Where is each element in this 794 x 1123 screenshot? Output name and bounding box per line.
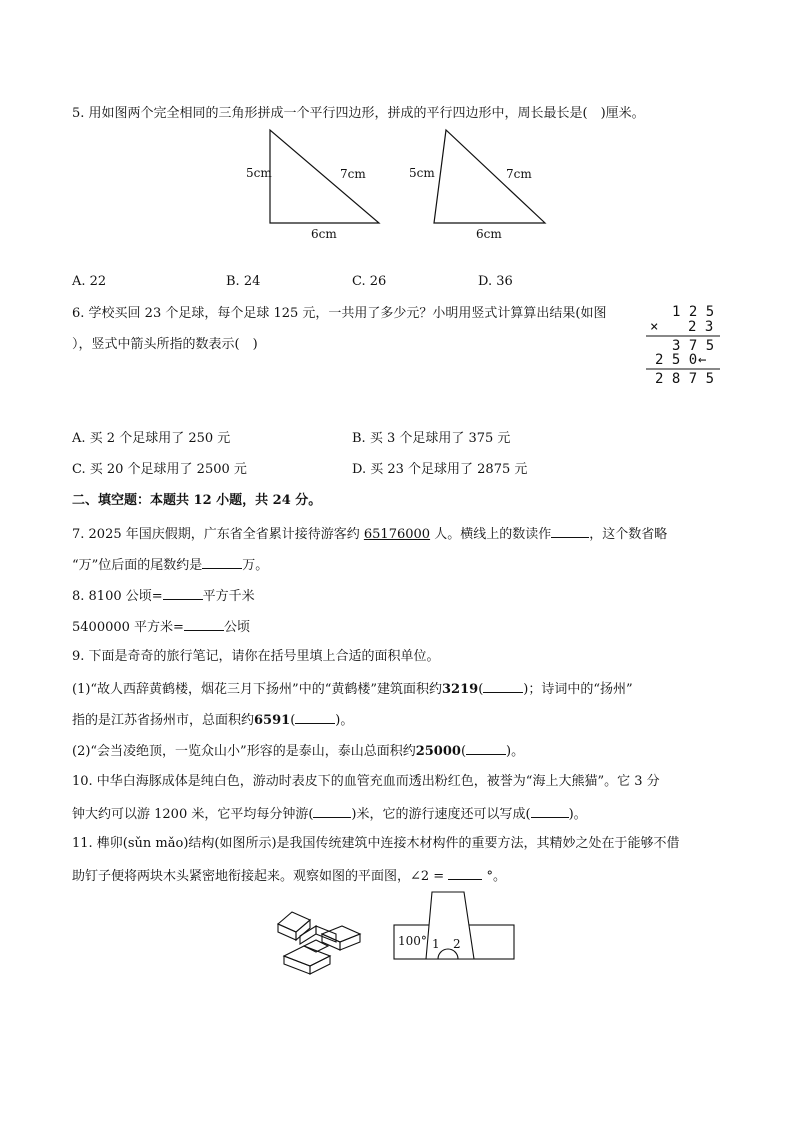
- q8-blank-1[interactable]: [163, 585, 203, 600]
- q9-blank-2[interactable]: [295, 709, 335, 724]
- tri2-left-label: 5cm: [409, 166, 435, 180]
- calc-result: 2 8 7 5: [655, 371, 715, 387]
- q6-stem-line1: 6. 学校买回 23 个足球，每个足球 125 元，一共用了多少元？小明用竖式计算算出结果(如图: [72, 306, 607, 321]
- q7-line2-text-a: “万”位后面的尾数约是: [72, 558, 203, 573]
- q10-blank-1[interactable]: [313, 803, 351, 818]
- q6-stem-line2: ），竖式中箭头所指的数表示( ): [72, 337, 258, 352]
- q8-line1: [72, 585, 255, 607]
- angle-100-label: 100°: [398, 934, 427, 948]
- q6-option-d: D. 买 23 个足球用了 2875 元: [352, 462, 528, 477]
- q8-l2-text-b: 公顷: [223, 620, 250, 635]
- mortise-tenon-3d-illustration: [276, 906, 366, 976]
- section-2-heading: 二、填空题：本题共 12 小题，共 24 分。: [72, 493, 322, 508]
- q11-line2: [72, 865, 506, 887]
- q10-text-b: )米，它的游行速度还可以写成(: [351, 807, 531, 822]
- q6-vertical-calc: [640, 300, 730, 390]
- q7-line1: [72, 523, 667, 545]
- q10-text-a: 钟大约可以游 1200 米，它平均每分钟游(: [72, 807, 314, 822]
- q5-option-a: A. 22: [72, 274, 107, 289]
- calc-row4: 2 5 0: [655, 352, 698, 368]
- calc-row1: 1 2 5: [672, 304, 715, 320]
- q5-option-c: C. 26: [352, 274, 387, 289]
- tri2-bottom-label: 6cm: [476, 227, 502, 241]
- q7-line2: [72, 554, 268, 576]
- q5-stem: 5. 用如图两个完全相同的三角形拼成一个平行四边形，拼成的平行四边形中，周长最长是( )厘米。: [72, 106, 645, 121]
- q9-p1-text-b: ；诗词中的“扬州”: [528, 682, 633, 697]
- calc-arrow-icon: ←: [698, 352, 707, 368]
- q5-option-d: D. 36: [478, 274, 513, 289]
- q8-l1-text-a: 8. 8100 公顷=: [72, 589, 163, 604]
- q10-line1: 10. 中华白海豚成体是纯白色，游动时表皮下的血管充血而透出粉红色，被誉为“海上大熊猫”。它 3 分: [72, 774, 660, 789]
- q8-l1-text-b: 平方千米: [202, 589, 255, 604]
- q9-p2-text-a: (2)“会当凌绝顶，一览众山小”形容的是泰山，泰山总面积约: [72, 744, 416, 759]
- q9-part2: (2)“会当凌绝顶，一览众山小”形容的是泰山，泰山总面积约25000( )。: [72, 740, 524, 762]
- q9-part1-line1: (1)“故人西辞黄鹤楼，烟花三月下扬州”中的“黄鹤楼”建筑面积约3219( )；诗词中的“扬州”: [72, 678, 633, 700]
- q6-option-a: A. 买 2 个足球用了 250 元: [72, 431, 231, 446]
- q7-underlined-number: 65176000: [363, 527, 431, 542]
- q7-text-b: 人。横线上的数读作: [430, 527, 552, 542]
- q11-blank[interactable]: [448, 865, 482, 880]
- q9-p2-number: 25000: [415, 744, 461, 759]
- q5-triangle-figure-1: [240, 126, 390, 246]
- tri2-right-label: 7cm: [506, 167, 532, 181]
- q10-line2: [72, 803, 587, 825]
- q7-text-c: ，这个数省略: [589, 527, 668, 542]
- calc-row2: 2 3: [688, 319, 714, 335]
- q9-p1-number: 3219: [442, 682, 479, 697]
- q6-option-b: B. 买 3 个足球用了 375 元: [352, 431, 511, 446]
- angle-1-label: 1: [432, 937, 440, 951]
- q9-p1-text-a: (1)“故人西辞黄鹤楼，烟花三月下扬州”中的“黄鹤楼”建筑面积约: [72, 682, 442, 697]
- q8-l2-text-a: 5400000 平方米=: [72, 620, 184, 635]
- mortise-tenon-plan-view: [392, 886, 522, 966]
- q9-intro: 9. 下面是奇奇的旅行笔记，请你在括号里填上合适的面积单位。: [72, 649, 440, 664]
- angle-2-label: 2: [453, 937, 461, 951]
- q8-line2: [72, 616, 250, 638]
- q11-text-a: 助钉子便将两块木头紧密地衔接起来。观察如图的平面图，∠2 =: [72, 869, 445, 884]
- q8-blank-2[interactable]: [184, 616, 224, 631]
- tri1-bottom-label: 6cm: [311, 227, 337, 241]
- q7-line2-text-b: 万。: [242, 558, 269, 573]
- q9-blank-3[interactable]: [466, 740, 506, 755]
- q5-option-b: B. 24: [226, 274, 261, 289]
- q11-line1: 11. 榫卯(sǔn mǎo)结构(如图所示)是我国传统建筑中连接木材构件的重要方法，其精妙之处在于能够不借: [72, 836, 680, 851]
- q9-blank-1[interactable]: [483, 678, 523, 693]
- q9-p1-number-2: 6591: [254, 713, 291, 728]
- tri1-right-label: 7cm: [340, 167, 366, 181]
- tri1-left-label: 5cm: [246, 166, 272, 180]
- calc-times: ×: [650, 319, 659, 335]
- q7-blank-2[interactable]: [202, 554, 242, 569]
- q9-part1-line2: 指的是江苏省扬州市，总面积约6591( )。: [72, 709, 353, 731]
- q11-text-b: °。: [486, 869, 506, 884]
- q7-text-a: 7. 2025 年国庆假期，广东省全省累计接待游客约: [72, 527, 364, 542]
- q9-p1-text-c: 指的是江苏省扬州市，总面积约: [72, 713, 255, 728]
- q10-blank-2[interactable]: [531, 803, 569, 818]
- calc-row3: 3 7 5: [672, 338, 715, 354]
- q7-blank-1[interactable]: [551, 523, 589, 538]
- q10-text-c: )。: [568, 807, 587, 822]
- q6-option-c: C. 买 20 个足球用了 2500 元: [72, 462, 247, 477]
- q5-triangle-figure-2: [406, 126, 556, 246]
